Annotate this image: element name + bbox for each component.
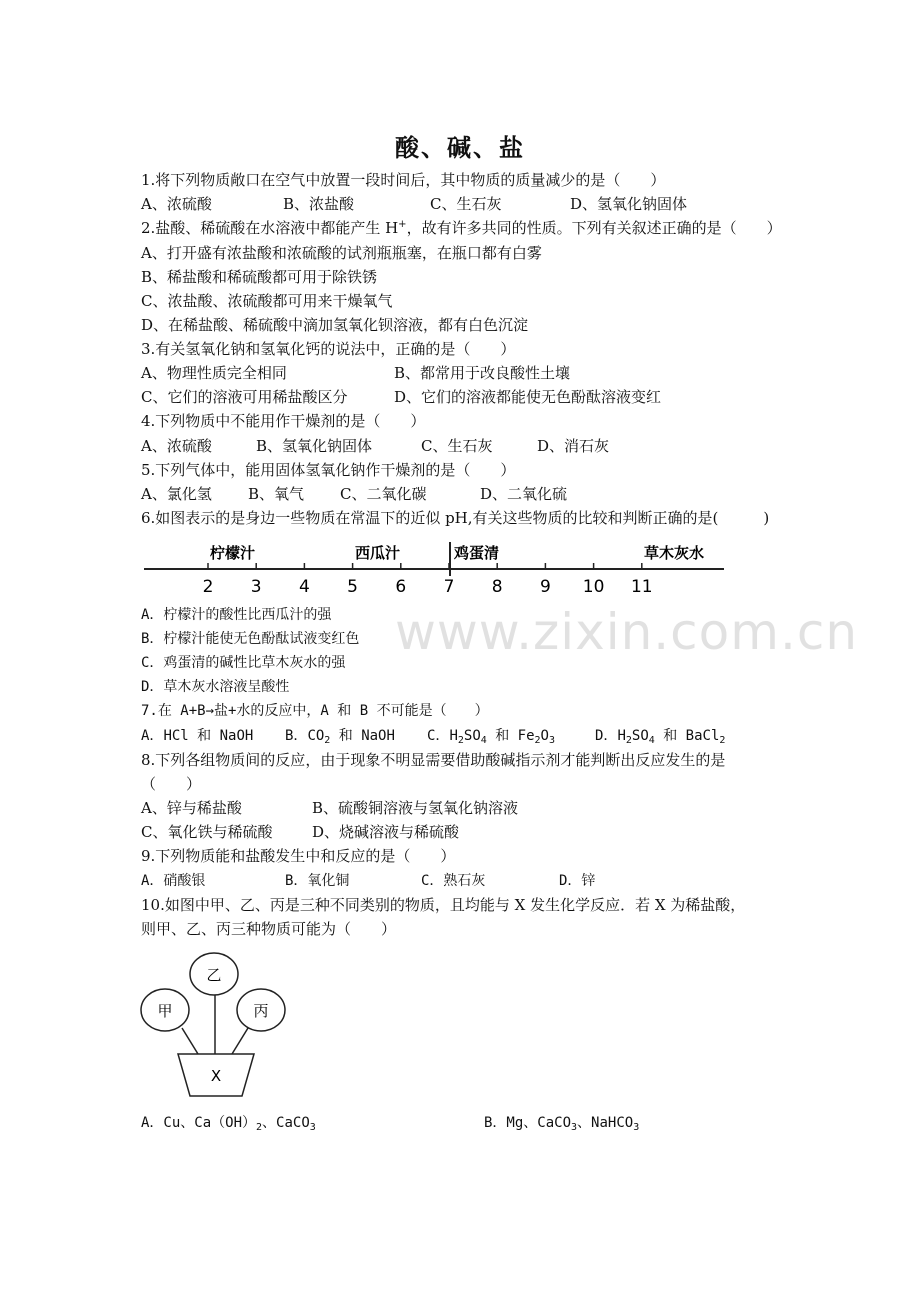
stem-part: 2.盐酸、稀硫酸在水溶液中都能产生 H xyxy=(141,219,399,237)
question-8-stem: 8.下列各组物质间的反应，由于现象不明显需要借助酸碱指示剂才能判断出反应发生的是 xyxy=(141,751,726,769)
option-a: A、浓硫酸 xyxy=(141,437,212,455)
stem-right xyxy=(232,1028,248,1054)
subscript: 3 xyxy=(633,1122,640,1133)
ph-tick-label: 10 xyxy=(582,577,605,597)
option-label: A． xyxy=(141,728,164,744)
question-2-option-b: B、稀盐酸和稀硫酸都可用于除铁锈 xyxy=(141,268,378,286)
option-a xyxy=(141,726,253,746)
formula: H xyxy=(449,728,458,744)
question-7-stem: 7.在 A+B→盐+水的反应中，A 和 B 不可能是（ ） xyxy=(141,703,489,719)
subscript: 4 xyxy=(648,735,655,746)
question-4-stem: 4.下列物质中不能用作干燥剂的是（ ） xyxy=(141,412,426,430)
question-10-options xyxy=(141,1113,861,1133)
option-label: D． xyxy=(595,728,618,744)
ph-tick-label: 8 xyxy=(491,577,503,597)
ph-tick-label: 11 xyxy=(630,577,653,597)
option-c: C、生石灰 xyxy=(430,195,502,213)
stem-part: ，故有许多共同的性质。下列有关叙述正确的是（ ） xyxy=(406,219,782,237)
question-7-options xyxy=(141,726,861,746)
ph-tick-label: 6 xyxy=(395,577,407,597)
option-a: A、氯化氢 xyxy=(141,485,212,503)
formula: NaOH xyxy=(361,728,395,744)
option-a: A．硝酸银 xyxy=(141,873,206,889)
option-a xyxy=(141,1113,316,1133)
ph-tick-label: 9 xyxy=(539,577,551,597)
subscript: 3 xyxy=(309,1122,316,1133)
option-b xyxy=(285,726,395,746)
subscript: 2 xyxy=(256,1122,263,1133)
question-6-stem: 6.如图表示的是身边一些物质在常温下的近似 pH,有关这些物质的比较和判断正确的是( ) xyxy=(141,509,770,527)
option-text: 、CaCO xyxy=(262,1115,310,1131)
question-4-options xyxy=(141,436,861,456)
question-2-option-d: D、在稀盐酸、稀硫酸中滴加氢氧化钡溶液，都有白色沉淀 xyxy=(141,316,529,334)
question-5-stem: 5.下列气体中，能用固体氢氧化钠作干燥剂的是（ ） xyxy=(141,461,516,479)
option-d: D、消石灰 xyxy=(537,437,610,455)
option-c: C．熟石灰 xyxy=(421,873,486,889)
option-text: 、NaHCO xyxy=(577,1115,634,1131)
option-b: B、都常用于改良酸性土壤 xyxy=(394,364,571,382)
question-3-options-row1 xyxy=(141,363,861,383)
option-b: B、浓盐酸 xyxy=(283,195,355,213)
option-d xyxy=(595,726,725,746)
subscript: 2 xyxy=(324,735,331,746)
option-c: C、氧化铁与稀硫酸 xyxy=(141,823,273,841)
label-egg-white: 鸡蛋清 xyxy=(454,544,500,562)
ph-scale-diagram xyxy=(140,536,730,598)
label-bing: 丙 xyxy=(253,1002,269,1020)
formula: Fe xyxy=(517,728,535,744)
option-a: A、物理性质完全相同 xyxy=(141,364,287,382)
question-8-stem-continued: （ ） xyxy=(141,775,202,793)
question-8-options-row2 xyxy=(141,822,861,842)
label-x: X xyxy=(210,1067,222,1085)
option-b: B．氧化铜 xyxy=(285,873,350,889)
subscript: 2 xyxy=(625,735,632,746)
superscript: + xyxy=(398,219,407,230)
option-b: B、氧气 xyxy=(248,485,305,503)
option-a: A、浓硫酸 xyxy=(141,195,212,213)
question-2-option-c: C、浓盐酸、浓硫酸都可用来干燥氧气 xyxy=(141,292,393,310)
subscript: 2 xyxy=(534,735,541,746)
question-6-option-c: C．鸡蛋清的碱性比草木灰水的强 xyxy=(141,655,346,671)
option-label: C． xyxy=(427,728,450,744)
option-d: D、它们的溶液都能使无色酚酞溶液变红 xyxy=(394,388,662,406)
label-lemon-juice: 柠檬汁 xyxy=(210,544,256,562)
option-d: D．锌 xyxy=(559,873,596,889)
question-2-option-a: A、打开盛有浓盐酸和浓硫酸的试剂瓶瓶塞，在瓶口都有白雾 xyxy=(141,244,542,262)
option-text: A．Cu、Ca（OH） xyxy=(141,1115,257,1131)
ph-tick-label: 2 xyxy=(202,577,214,597)
option-a: A、锌与稀盐酸 xyxy=(141,799,242,817)
label-plant-ash-water: 草木灰水 xyxy=(644,544,705,562)
question-9-stem: 9.下列物质能和盐酸发生中和反应的是（ ） xyxy=(141,847,456,865)
option-text: B．Mg、CaCO xyxy=(484,1115,572,1131)
connector: 和 xyxy=(486,728,518,744)
ph-tick-label: 4 xyxy=(298,577,310,597)
formula: O xyxy=(540,728,549,744)
formula: BaCl xyxy=(685,728,720,744)
formula: H xyxy=(617,728,626,744)
connector: 和 xyxy=(188,728,220,744)
formula: CO xyxy=(307,728,325,744)
subscript: 2 xyxy=(719,735,726,746)
option-b: B、硫酸铜溶液与氢氧化钠溶液 xyxy=(312,799,519,817)
subscript: 4 xyxy=(480,735,487,746)
connector: 和 xyxy=(330,728,362,744)
option-c: C、生石灰 xyxy=(421,437,493,455)
option-d: D、氢氧化钠固体 xyxy=(570,195,688,213)
stem-left xyxy=(182,1028,198,1054)
question-10-stem: 10.如图中甲、乙、丙是三种不同类别的物质，且均能与 X 发生化学反应．若 X 为稀盐酸， xyxy=(141,896,746,914)
question-1-stem: 1.将下列物质敞口在空气中放置一段时间后，其中物质的质量减少的是（ ） xyxy=(141,171,666,189)
label-watermelon-juice: 西瓜汁 xyxy=(355,544,401,562)
formula: SO xyxy=(631,728,649,744)
formula: NaOH xyxy=(219,728,254,744)
option-b: B、氢氧化钠固体 xyxy=(256,437,373,455)
connector: 和 xyxy=(654,728,686,744)
flower-pot-diagram xyxy=(138,948,298,1100)
ph-tick-label: 7 xyxy=(443,577,455,597)
question-6-option-a: A．柠檬汁的酸性比西瓜汁的强 xyxy=(141,607,332,623)
question-8-options-row1 xyxy=(141,798,861,818)
option-b xyxy=(484,1113,639,1133)
question-10-stem-continued: 则甲、乙、丙三种物质可能为（ ） xyxy=(141,920,397,938)
ph-tick-label: 3 xyxy=(250,577,262,597)
subscript: 3 xyxy=(571,1122,578,1133)
option-c: C、二氧化碳 xyxy=(340,485,427,503)
formula: SO xyxy=(463,728,481,744)
watermark: www.zixin.com.cn xyxy=(395,603,859,661)
subscript: 2 xyxy=(457,735,464,746)
question-2-stem xyxy=(141,218,782,238)
option-c xyxy=(427,726,555,746)
question-3-options-row2 xyxy=(141,387,861,407)
option-c: C、它们的溶液可用稀盐酸区分 xyxy=(141,388,348,406)
option-label: B． xyxy=(285,728,308,744)
option-d: D、烧碱溶液与稀硫酸 xyxy=(312,823,460,841)
question-5-options xyxy=(141,484,861,504)
page-title: 酸、碱、盐 xyxy=(395,134,525,162)
formula: HCl xyxy=(163,728,189,744)
label-yi: 乙 xyxy=(206,966,222,984)
question-3-stem: 3.有关氢氧化钠和氢氧化钙的说法中，正确的是（ ） xyxy=(141,340,516,358)
question-6-option-b: B．柠檬汁能使无色酚酞试液变红色 xyxy=(141,631,360,647)
label-jia: 甲 xyxy=(157,1002,173,1020)
subscript: 3 xyxy=(548,735,556,746)
question-9-options xyxy=(141,871,861,891)
question-6-option-d: D．草木灰水溶液呈酸性 xyxy=(141,679,290,695)
question-1-options xyxy=(141,194,861,214)
option-d: D、二氧化硫 xyxy=(480,485,568,503)
ph-tick-label: 5 xyxy=(347,577,359,597)
